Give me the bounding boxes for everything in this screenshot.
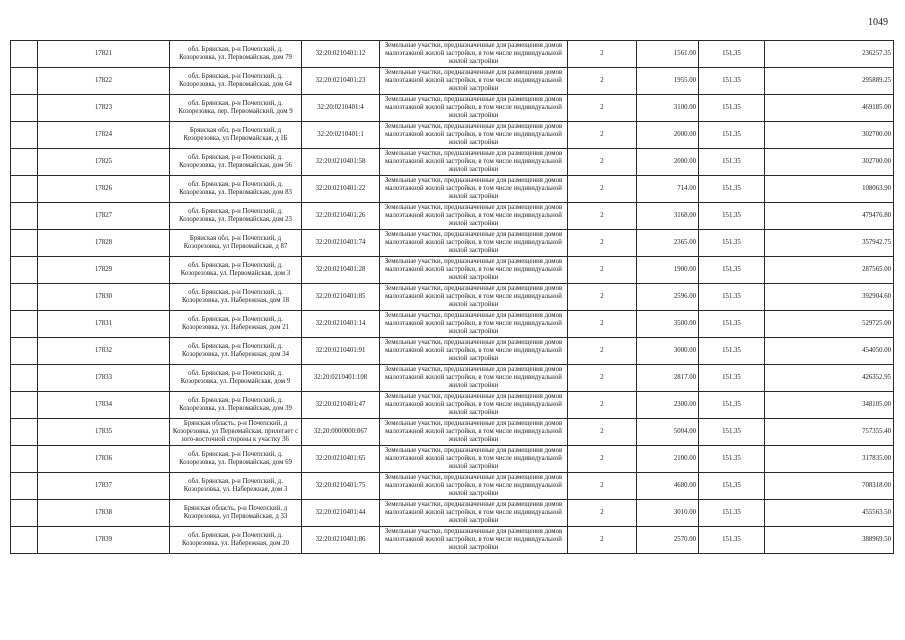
cadastral-number-cell: 32:20:0210401:86 — [302, 527, 380, 554]
specific-value-cell: 151.35 — [699, 122, 765, 149]
empty-cell — [11, 392, 38, 419]
cadastral-number-cell: 32:20:0210401:75 — [302, 473, 380, 500]
row-number-cell: 17835 — [38, 419, 170, 446]
specific-value-cell: 151.35 — [699, 95, 765, 122]
permitted-use-cell: Земельные участки, предназначенные для размещения домов малоэтажной жилой застройки, в том числе индивидуальной жилой застройки — [380, 203, 568, 230]
specific-value-cell: 151.35 — [699, 257, 765, 284]
permitted-use-cell: Земельные участки, предназначенные для размещения домов малоэтажной жилой застройки, в том числе индивидуальной жилой застройки — [380, 284, 568, 311]
table-row — [11, 392, 894, 419]
cadastral-value-cell: 302700.00 — [765, 122, 894, 149]
address-cell: обл. Брянская, р-н Почепский, д. Козорезовка, ул. Первомайская, дом 64 — [170, 68, 302, 95]
address-cell: обл. Брянская, р-н Почепский, д. Козорезовка, ул. Первомайская, дом 56 — [170, 149, 302, 176]
permitted-use-cell: Земельные участки, предназначенные для размещения домов малоэтажной жилой застройки, в том числе индивидуальной жилой застройки — [380, 338, 568, 365]
row-number-cell: 17823 — [38, 95, 170, 122]
row-number-cell: 17834 — [38, 392, 170, 419]
category-cell: 2 — [568, 203, 637, 230]
address-cell: обл. Брянская, р-н Почепский, д. Козорезовка, ул. Первомайская, дом 23 — [170, 203, 302, 230]
permitted-use-cell: Земельные участки, предназначенные для размещения домов малоэтажной жилой застройки, в том числе индивидуальной жилой застройки — [380, 392, 568, 419]
permitted-use-cell: Земельные участки, предназначенные для размещения домов малоэтажной жилой застройки, в том числе индивидуальной жилой застройки — [380, 419, 568, 446]
permitted-use-cell: Земельные участки, предназначенные для размещения домов малоэтажной жилой застройки, в том числе индивидуальной жилой застройки — [380, 95, 568, 122]
area-cell: 3010.00 — [637, 500, 699, 527]
address-cell: обл. Брянская, р-н Почепский, д. Козорезовка, ул. Набережная, дом 20 — [170, 527, 302, 554]
table-row — [11, 284, 894, 311]
category-cell: 2 — [568, 41, 637, 68]
category-cell: 2 — [568, 257, 637, 284]
area-cell: 2570.00 — [637, 527, 699, 554]
cadastral-value-cell: 287565.00 — [765, 257, 894, 284]
row-number-cell: 17833 — [38, 365, 170, 392]
empty-cell — [11, 257, 38, 284]
permitted-use-cell: Земельные участки, предназначенные для размещения домов малоэтажной жилой застройки, в том числе индивидуальной жилой застройки — [380, 230, 568, 257]
table-row — [11, 149, 894, 176]
empty-cell — [11, 338, 38, 365]
cadastral-value-cell: 388969.50 — [765, 527, 894, 554]
empty-cell — [11, 203, 38, 230]
address-cell: Брянская область, р-н Почепский, д Козорезовка, ул Первомайская, прилегает с юго-восточной стороны к участку 36 — [170, 419, 302, 446]
cadastral-value-cell: 426352.95 — [765, 365, 894, 392]
cadastral-value-cell: 479476.80 — [765, 203, 894, 230]
area-cell: 3100.00 — [637, 95, 699, 122]
row-number-cell: 17832 — [38, 338, 170, 365]
area-cell: 4680.00 — [637, 473, 699, 500]
row-number-cell: 17830 — [38, 284, 170, 311]
category-cell: 2 — [568, 311, 637, 338]
cadastral-number-cell: 32:20:0210401:91 — [302, 338, 380, 365]
cadastral-number-cell: 32:20:0210401:14 — [302, 311, 380, 338]
cadastral-value-cell: 454050.00 — [765, 338, 894, 365]
empty-cell — [11, 122, 38, 149]
empty-cell — [11, 446, 38, 473]
land-registry-table — [10, 40, 894, 554]
cadastral-value-cell: 708318.00 — [765, 473, 894, 500]
specific-value-cell: 151.35 — [699, 338, 765, 365]
area-cell: 1955.00 — [637, 68, 699, 95]
category-cell: 2 — [568, 68, 637, 95]
table-row — [11, 311, 894, 338]
row-number-cell: 17838 — [38, 500, 170, 527]
area-cell: 2100.00 — [637, 446, 699, 473]
cadastral-value-cell: 317835.00 — [765, 446, 894, 473]
cadastral-number-cell: 32:20:0210401:26 — [302, 203, 380, 230]
address-cell: обл. Брянская, р-н Почепский, д. Козорезовка, ул. Первомайская, дом 83 — [170, 176, 302, 203]
empty-cell — [11, 230, 38, 257]
area-cell: 3000.00 — [637, 338, 699, 365]
specific-value-cell: 151.35 — [699, 284, 765, 311]
table-row — [11, 527, 894, 554]
specific-value-cell: 151.35 — [699, 365, 765, 392]
empty-cell — [11, 311, 38, 338]
table-row — [11, 446, 894, 473]
specific-value-cell: 151.35 — [699, 500, 765, 527]
table-row — [11, 338, 894, 365]
table-row — [11, 176, 894, 203]
specific-value-cell: 151.35 — [699, 392, 765, 419]
permitted-use-cell: Земельные участки, предназначенные для размещения домов малоэтажной жилой застройки, в том числе индивидуальной жилой застройки — [380, 68, 568, 95]
table-row — [11, 122, 894, 149]
cadastral-value-cell: 529725.00 — [765, 311, 894, 338]
specific-value-cell: 151.35 — [699, 230, 765, 257]
cadastral-number-cell: 32:20:0210401:22 — [302, 176, 380, 203]
category-cell: 2 — [568, 365, 637, 392]
specific-value-cell: 151.35 — [699, 149, 765, 176]
area-cell: 2817.00 — [637, 365, 699, 392]
area-cell: 2596.00 — [637, 284, 699, 311]
category-cell: 2 — [568, 149, 637, 176]
area-cell: 714.00 — [637, 176, 699, 203]
row-number-cell: 17831 — [38, 311, 170, 338]
cadastral-value-cell: 469185.00 — [765, 95, 894, 122]
cadastral-number-cell: 32:20:0210401:47 — [302, 392, 380, 419]
cadastral-number-cell: 32:20:0210401:65 — [302, 446, 380, 473]
table-row — [11, 473, 894, 500]
address-cell: обл. Брянская, р-н Почепский, д. Козорезовка, ул. Набережная, дом 18 — [170, 284, 302, 311]
category-cell: 2 — [568, 176, 637, 203]
category-cell: 2 — [568, 392, 637, 419]
category-cell: 2 — [568, 284, 637, 311]
cadastral-value-cell: 302700.00 — [765, 149, 894, 176]
row-number-cell: 17829 — [38, 257, 170, 284]
permitted-use-cell: Земельные участки, предназначенные для размещения домов малоэтажной жилой застройки, в том числе индивидуальной жилой застройки — [380, 41, 568, 68]
empty-cell — [11, 149, 38, 176]
specific-value-cell: 151.35 — [699, 446, 765, 473]
row-number-cell: 17827 — [38, 203, 170, 230]
specific-value-cell: 151.35 — [699, 527, 765, 554]
table-row — [11, 95, 894, 122]
address-cell: обл. Брянская, р-н Почепский, д. Козорезовка, пер. Первомайский, дом 9 — [170, 95, 302, 122]
row-number-cell: 17824 — [38, 122, 170, 149]
row-number-cell: 17825 — [38, 149, 170, 176]
specific-value-cell: 151.35 — [699, 419, 765, 446]
page-number: 1049 — [868, 17, 888, 28]
empty-cell — [11, 500, 38, 527]
permitted-use-cell: Земельные участки, предназначенные для размещения домов малоэтажной жилой застройки, в том числе индивидуальной жилой застройки — [380, 122, 568, 149]
table-row — [11, 500, 894, 527]
table-row — [11, 230, 894, 257]
area-cell: 2365.00 — [637, 230, 699, 257]
area-cell: 2000.00 — [637, 149, 699, 176]
address-cell: обл. Брянская, р-н Почепский, д. Козорезовка, ул. Первомайская, дом 79 — [170, 41, 302, 68]
category-cell: 2 — [568, 500, 637, 527]
cadastral-number-cell: 32:20:0210401:28 — [302, 257, 380, 284]
permitted-use-cell: Земельные участки, предназначенные для размещения домов малоэтажной жилой застройки, в том числе индивидуальной жилой застройки — [380, 365, 568, 392]
specific-value-cell: 151.35 — [699, 176, 765, 203]
empty-cell — [11, 284, 38, 311]
cadastral-number-cell: 32:20:0210401:23 — [302, 68, 380, 95]
specific-value-cell: 151.35 — [699, 203, 765, 230]
empty-cell — [11, 95, 38, 122]
permitted-use-cell: Земельные участки, предназначенные для размещения домов малоэтажной жилой застройки, в том числе индивидуальной жилой застройки — [380, 176, 568, 203]
category-cell: 2 — [568, 95, 637, 122]
cadastral-value-cell: 455563.50 — [765, 500, 894, 527]
specific-value-cell: 151.35 — [699, 311, 765, 338]
cadastral-number-cell: 32:20:0210401:74 — [302, 230, 380, 257]
cadastral-number-cell: 32:20:0210401:44 — [302, 500, 380, 527]
table-row — [11, 419, 894, 446]
category-cell: 2 — [568, 122, 637, 149]
empty-cell — [11, 473, 38, 500]
permitted-use-cell: Земельные участки, предназначенные для размещения домов малоэтажной жилой застройки, в том числе индивидуальной жилой застройки — [380, 311, 568, 338]
area-cell: 1900.00 — [637, 257, 699, 284]
category-cell: 2 — [568, 473, 637, 500]
address-cell: обл. Брянская, р-н Почепский, д. Козорезовка, ул. Набережная, дом 3 — [170, 473, 302, 500]
area-cell: 3168.00 — [637, 203, 699, 230]
area-cell: 1561.00 — [637, 41, 699, 68]
cadastral-number-cell: 32:20:0210401:85 — [302, 284, 380, 311]
specific-value-cell: 151.35 — [699, 473, 765, 500]
address-cell: обл. Брянская, р-н Почепский, д. Козорезовка, ул. Первомайская, дом 3 — [170, 257, 302, 284]
cadastral-value-cell: 236257.35 — [765, 41, 894, 68]
row-number-cell: 17828 — [38, 230, 170, 257]
empty-cell — [11, 365, 38, 392]
row-number-cell: 17826 — [38, 176, 170, 203]
address-cell: обл. Брянская, р-н Почепский, д. Козорезовка, ул. Набережная, дом 21 — [170, 311, 302, 338]
table-row — [11, 365, 894, 392]
empty-cell — [11, 419, 38, 446]
address-cell: обл. Брянская, р-н Почепский, д. Козорезовка, ул. Первомайская, дом 9 — [170, 365, 302, 392]
address-cell: Брянская обл, р-н Почепский, д Козорезовка, ул Первомайская, д 1Б — [170, 122, 302, 149]
cadastral-number-cell: 32:20:0210401:12 — [302, 41, 380, 68]
address-cell: обл. Брянская, р-н Почепский, д. Козорезовка, ул. Первомайская, дом 39 — [170, 392, 302, 419]
area-cell: 2000.00 — [637, 122, 699, 149]
cadastral-value-cell: 348105.00 — [765, 392, 894, 419]
cadastral-number-cell: 32:20:0000000:867 — [302, 419, 380, 446]
category-cell: 2 — [568, 338, 637, 365]
row-number-cell: 17822 — [38, 68, 170, 95]
empty-cell — [11, 527, 38, 554]
table-body — [11, 41, 894, 554]
category-cell: 2 — [568, 446, 637, 473]
cadastral-value-cell: 392904.60 — [765, 284, 894, 311]
row-number-cell: 17836 — [38, 446, 170, 473]
category-cell: 2 — [568, 527, 637, 554]
empty-cell — [11, 41, 38, 68]
cadastral-value-cell: 357942.75 — [765, 230, 894, 257]
row-number-cell: 17837 — [38, 473, 170, 500]
specific-value-cell: 151.35 — [699, 41, 765, 68]
address-cell: обл. Брянская, р-н Почепский, д. Козорезовка, ул. Первомайская, дом 69 — [170, 446, 302, 473]
area-cell: 2300.00 — [637, 392, 699, 419]
permitted-use-cell: Земельные участки, предназначенные для размещения домов малоэтажной жилой застройки, в том числе индивидуальной жилой застройки — [380, 446, 568, 473]
address-cell: Брянская обл, р-н Почепский, д Козорезовка, ул Первомайская, д 87 — [170, 230, 302, 257]
address-cell: Брянская область, р-н Почепский, д Козорезовка, ул Первомайская, д 33 — [170, 500, 302, 527]
permitted-use-cell: Земельные участки, предназначенные для размещения домов малоэтажной жилой застройки, в том числе индивидуальной жилой застройки — [380, 473, 568, 500]
permitted-use-cell: Земельные участки, предназначенные для размещения домов малоэтажной жилой застройки, в том числе индивидуальной жилой застройки — [380, 149, 568, 176]
empty-cell — [11, 176, 38, 203]
area-cell: 5004.00 — [637, 419, 699, 446]
cadastral-value-cell: 108063.90 — [765, 176, 894, 203]
table-row — [11, 41, 894, 68]
cadastral-number-cell: 32:20:0210401:1 — [302, 122, 380, 149]
category-cell: 2 — [568, 230, 637, 257]
address-cell: обл. Брянская, р-н Почепский, д. Козорезовка, ул. Набережная, дом 34 — [170, 338, 302, 365]
cadastral-number-cell: 32:20:0210401:108 — [302, 365, 380, 392]
table-row — [11, 257, 894, 284]
permitted-use-cell: Земельные участки, предназначенные для размещения домов малоэтажной жилой застройки, в том числе индивидуальной жилой застройки — [380, 527, 568, 554]
table-row — [11, 203, 894, 230]
permitted-use-cell: Земельные участки, предназначенные для размещения домов малоэтажной жилой застройки, в том числе индивидуальной жилой застройки — [380, 500, 568, 527]
specific-value-cell: 151.35 — [699, 68, 765, 95]
cadastral-number-cell: 32:20:0210401:58 — [302, 149, 380, 176]
cadastral-value-cell: 295889.25 — [765, 68, 894, 95]
area-cell: 3500.00 — [637, 311, 699, 338]
table-row — [11, 68, 894, 95]
category-cell: 2 — [568, 419, 637, 446]
row-number-cell: 17821 — [38, 41, 170, 68]
row-number-cell: 17839 — [38, 527, 170, 554]
empty-cell — [11, 68, 38, 95]
cadastral-number-cell: 32:20:0210401:4 — [302, 95, 380, 122]
permitted-use-cell: Земельные участки, предназначенные для размещения домов малоэтажной жилой застройки, в том числе индивидуальной жилой застройки — [380, 257, 568, 284]
cadastral-value-cell: 757355.40 — [765, 419, 894, 446]
